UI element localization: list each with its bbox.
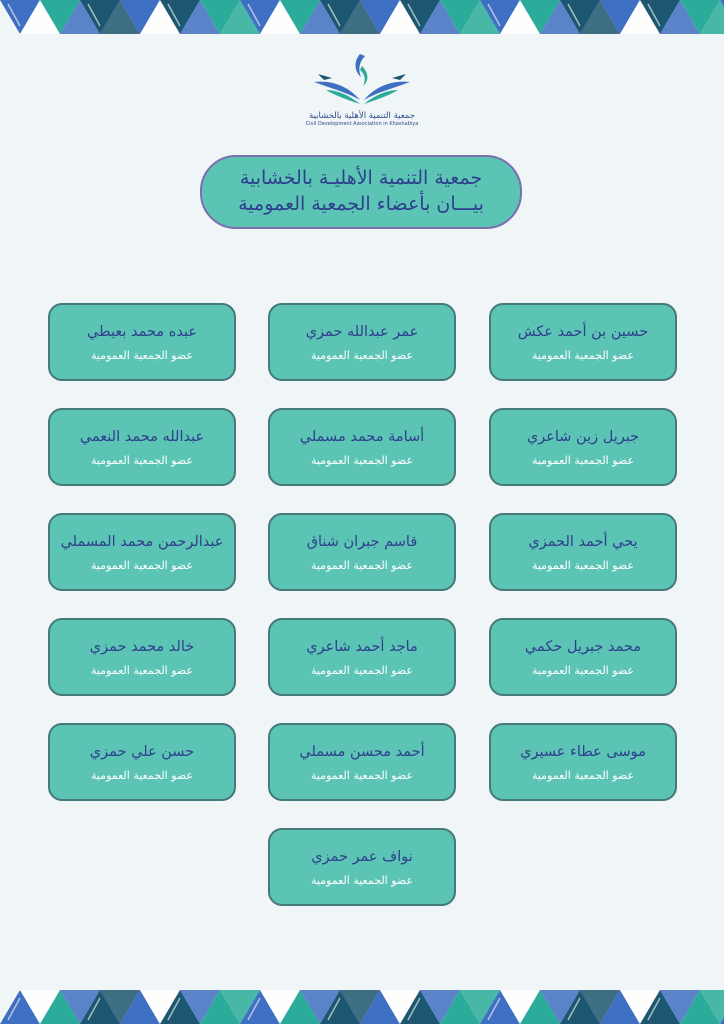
member-role: عضو الجمعية العمومية <box>531 664 635 677</box>
top-geometric-border <box>0 0 724 34</box>
member-card <box>268 828 456 906</box>
member-name: عبدالرحمن محمد المسملي <box>60 534 224 550</box>
title-statement: بيـــان بأعضاء الجمعية العمومية <box>238 193 484 215</box>
member-role: عضو الجمعية العمومية <box>90 769 194 782</box>
member-name: عبدالله محمد النعمي <box>79 429 205 445</box>
member-name: محمد جبريل حكمي <box>524 639 642 655</box>
member-role: عضو الجمعية العمومية <box>90 559 194 572</box>
member-role: عضو الجمعية العمومية <box>531 559 635 572</box>
member-card <box>268 303 456 381</box>
member-card <box>489 723 677 801</box>
logo-english-name: Civil Development Association in Khashabiya <box>305 121 419 127</box>
member-card <box>268 408 456 486</box>
member-role: عضو الجمعية العمومية <box>531 769 635 782</box>
member-role: عضو الجمعية العمومية <box>90 349 194 362</box>
member-name: ماجد أحمد شاعري <box>306 639 418 655</box>
member-name: أحمد محسن مسملي <box>299 744 425 760</box>
member-name: قاسم جبران شناق <box>306 534 418 550</box>
document-title-banner <box>200 155 522 229</box>
member-name: عبده محمد بعيطي <box>87 324 197 340</box>
title-association-name: جمعية التنمية الأهليـة بالخشابية <box>239 167 483 189</box>
member-name: موسى عطاء عسيري <box>520 744 646 760</box>
member-card <box>268 513 456 591</box>
member-name: أسامة محمد مسملي <box>299 429 425 445</box>
member-card <box>489 513 677 591</box>
member-card <box>489 618 677 696</box>
association-logo <box>302 50 422 136</box>
member-role: عضو الجمعية العمومية <box>310 769 414 782</box>
member-name: يحي أحمد الحمزي <box>528 534 638 550</box>
member-role: عضو الجمعية العمومية <box>90 664 194 677</box>
member-role: عضو الجمعية العمومية <box>531 454 635 467</box>
member-card <box>48 723 236 801</box>
member-name: عمر عبدالله حمزي <box>305 324 419 340</box>
member-name: جبريل زين شاعري <box>526 429 640 445</box>
member-card <box>268 723 456 801</box>
member-role: عضو الجمعية العمومية <box>310 349 414 362</box>
member-role: عضو الجمعية العمومية <box>310 454 414 467</box>
member-role: عضو الجمعية العمومية <box>90 454 194 467</box>
member-card <box>48 618 236 696</box>
member-card <box>48 408 236 486</box>
member-role: عضو الجمعية العمومية <box>310 874 414 887</box>
bottom-geometric-border <box>0 990 724 1024</box>
member-name: خالد محمد حمزي <box>89 639 195 655</box>
member-name: نواف عمر حمزي <box>311 849 413 865</box>
member-card <box>268 618 456 696</box>
member-card <box>489 303 677 381</box>
member-name: حسن علي حمزي <box>89 744 195 760</box>
member-role: عضو الجمعية العمومية <box>310 664 414 677</box>
member-card <box>48 303 236 381</box>
logo-arabic-name: جمعية التنمية الأهلية بالخشابية <box>309 111 415 121</box>
logo-emblem-icon <box>310 50 414 110</box>
member-card <box>48 513 236 591</box>
member-role: عضو الجمعية العمومية <box>310 559 414 572</box>
member-role: عضو الجمعية العمومية <box>531 349 635 362</box>
member-name: حسين بن أحمد عكش <box>517 324 649 340</box>
member-card <box>489 408 677 486</box>
